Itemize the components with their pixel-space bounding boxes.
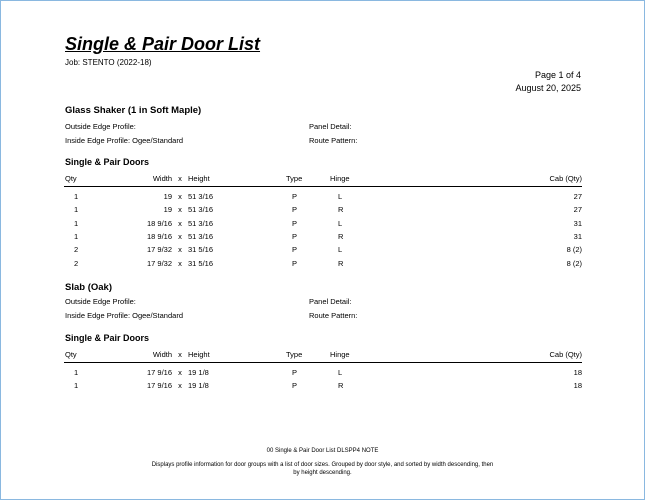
col-height: Height xyxy=(188,174,210,183)
cell-width: 17 9/32 xyxy=(146,259,172,268)
cell-hinge: R xyxy=(338,232,344,241)
cell-height: 51 3/16 xyxy=(188,219,214,228)
report-title: Single & Pair Door List xyxy=(65,34,261,54)
cell-x: x xyxy=(178,259,182,268)
cell-hinge: L xyxy=(338,245,343,254)
cell-cab: 18 xyxy=(573,368,582,377)
footer-description-line2: by height descending. xyxy=(293,470,352,476)
inside-edge-profile: Inside Edge Profile: Ogee/Standard xyxy=(65,136,183,145)
cell-x: x xyxy=(178,219,182,228)
inside-edge-profile: Inside Edge Profile: Ogee/Standard xyxy=(65,311,183,320)
cell-width: 19 xyxy=(163,205,172,214)
cell-type: P xyxy=(292,219,298,228)
cell-cab: 31 xyxy=(573,232,582,241)
cell-qty: 1 xyxy=(74,232,79,241)
cell-width: 17 9/16 xyxy=(146,368,172,377)
cell-qty: 1 xyxy=(74,205,79,214)
col-cab: Cab (Qty) xyxy=(549,174,582,183)
job-label: Job: STENTO (2022-18) xyxy=(65,58,152,67)
cell-hinge: L xyxy=(338,219,343,228)
outside-edge-profile: Outside Edge Profile: xyxy=(65,297,136,306)
col-hinge: Hinge xyxy=(330,350,350,359)
col-hinge: Hinge xyxy=(330,174,350,183)
cell-x: x xyxy=(178,232,182,241)
col-qty: Qty xyxy=(65,350,77,359)
cell-hinge: R xyxy=(338,259,344,268)
cell-cab: 27 xyxy=(573,192,582,201)
col-x: x xyxy=(178,350,182,359)
col-width: Width xyxy=(152,350,172,359)
cell-height: 31 5/16 xyxy=(188,259,214,268)
group-title: Slab (Oak) xyxy=(65,282,112,293)
section-title: Single & Pair Doors xyxy=(65,157,150,167)
cell-cab: 27 xyxy=(573,205,582,214)
page-number: Page 1 of 4 xyxy=(534,70,581,80)
cell-height: 51 3/16 xyxy=(188,205,214,214)
cell-qty: 1 xyxy=(74,368,79,377)
cell-width: 18 9/16 xyxy=(146,232,172,241)
cell-x: x xyxy=(178,245,182,254)
cell-cab: 18 xyxy=(573,381,582,390)
cell-type: P xyxy=(292,381,298,390)
section-title: Single & Pair Doors xyxy=(65,333,150,343)
cell-type: P xyxy=(292,368,298,377)
cell-type: P xyxy=(292,245,298,254)
cell-cab: 31 xyxy=(573,219,582,228)
cell-qty: 1 xyxy=(74,381,79,390)
cell-hinge: R xyxy=(338,381,344,390)
cell-qty: 1 xyxy=(74,219,79,228)
cell-height: 19 1/8 xyxy=(188,368,209,377)
cell-height: 19 1/8 xyxy=(188,381,209,390)
col-cab: Cab (Qty) xyxy=(549,350,582,359)
col-height: Height xyxy=(188,350,210,359)
header-rule xyxy=(64,186,582,187)
cell-width: 18 9/16 xyxy=(146,219,172,228)
cell-hinge: R xyxy=(338,205,344,214)
cell-qty: 2 xyxy=(74,245,79,254)
route-pattern: Route Pattern: xyxy=(309,136,358,145)
cell-x: x xyxy=(178,192,182,201)
cell-qty: 2 xyxy=(74,259,79,268)
col-qty: Qty xyxy=(65,174,77,183)
cell-x: x xyxy=(178,205,182,214)
cell-height: 51 3/16 xyxy=(188,232,214,241)
footer-description-line1: Displays profile information for door groups with a list of door sizes. Grouped by door style, and sorted by width descending, then xyxy=(151,462,494,468)
cell-type: P xyxy=(292,192,298,201)
header-rule xyxy=(64,362,582,363)
cell-width: 19 xyxy=(163,192,172,201)
page-info xyxy=(515,69,581,95)
group-title: Glass Shaker (1 in Soft Maple) xyxy=(65,105,202,116)
cell-x: x xyxy=(178,368,182,377)
panel-detail: Panel Detail: xyxy=(309,122,352,131)
cell-height: 51 3/16 xyxy=(188,192,214,201)
cell-type: P xyxy=(292,232,298,241)
route-pattern: Route Pattern: xyxy=(309,311,358,320)
footer-code: 00 Single & Pair Door List DLSPP4 NOTE xyxy=(266,448,379,454)
cell-cab: 8 (2) xyxy=(566,245,582,254)
cell-type: P xyxy=(292,259,298,268)
cell-x: x xyxy=(178,381,182,390)
cell-hinge: L xyxy=(338,192,343,201)
col-type: Type xyxy=(286,174,303,183)
cell-height: 31 5/16 xyxy=(188,245,214,254)
outside-edge-profile: Outside Edge Profile: xyxy=(65,122,136,131)
report-date: August 20, 2025 xyxy=(515,83,581,93)
cell-width: 17 9/32 xyxy=(146,245,172,254)
cell-type: P xyxy=(292,205,298,214)
col-width: Width xyxy=(152,174,172,183)
cell-qty: 1 xyxy=(74,192,79,201)
cell-cab: 8 (2) xyxy=(566,259,582,268)
cell-hinge: L xyxy=(338,368,343,377)
col-type: Type xyxy=(286,350,303,359)
cell-width: 17 9/16 xyxy=(146,381,172,390)
col-x: x xyxy=(178,174,182,183)
panel-detail: Panel Detail: xyxy=(309,297,352,306)
